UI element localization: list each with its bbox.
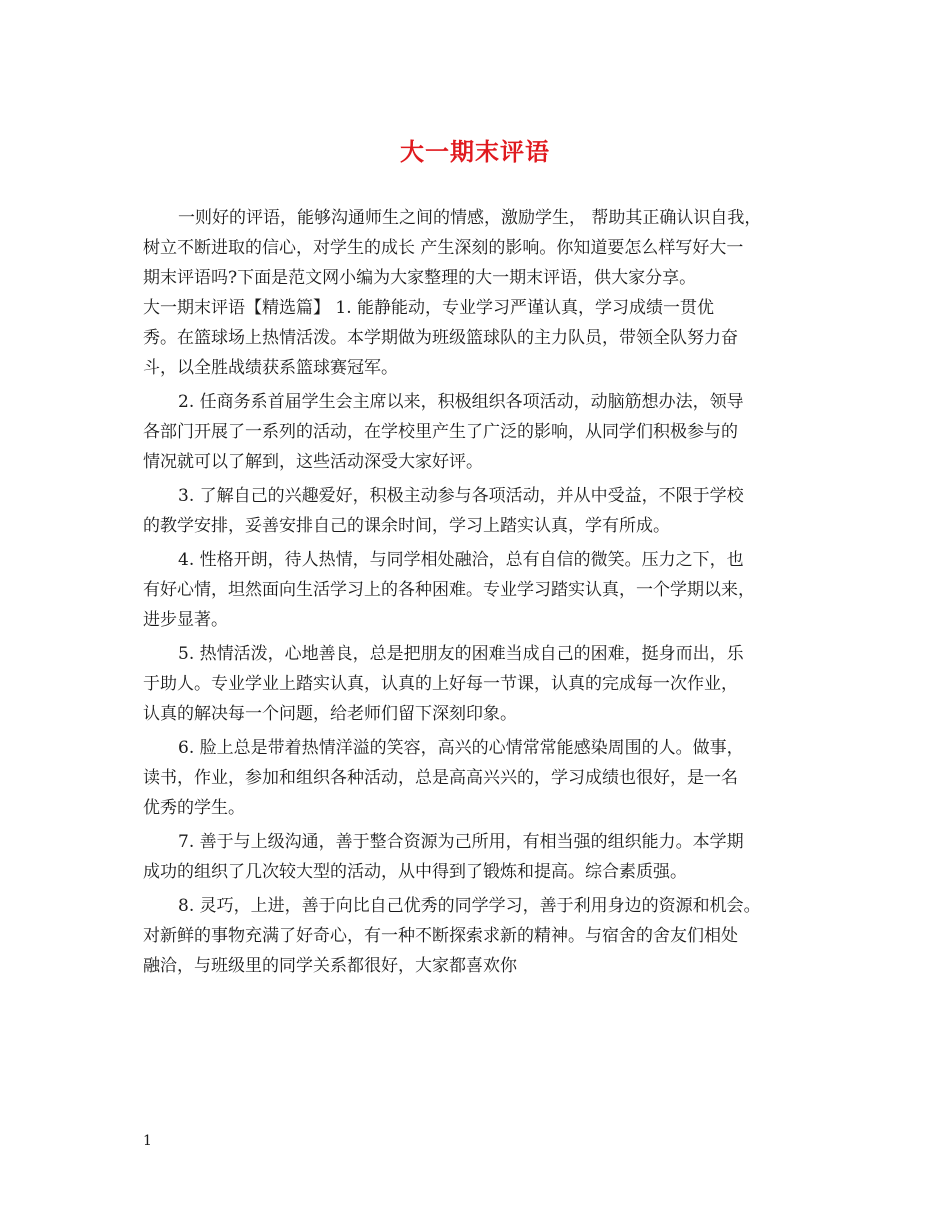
intro-line: 树立不断进取的信心，对学生的成长 产生深刻的影响。你知道要怎么样写好大一 [143,238,744,258]
comment-5-line: 于助人。专业学业上踏实认真，认真的上好每一节课，认真的完成每一次作业， [143,674,738,694]
section-heading-line: 大一期末评语【精选篇】 1. 能静能动，专业学习严谨认真，学习成绩一贯优 [143,298,715,318]
comment-5-line: 认真的解决每一个问题，给老师们留下深刻印象。 [143,704,517,724]
comment-8-line: 对新鲜的事物充满了好奇心，有一种不断探索求新的精神。与宿舍的舍友们相处 [143,926,738,946]
comment-6-line: 6. 脸上总是带着热情洋溢的笑容，高兴的心情常常能感染周围的人。做事， [178,738,744,758]
comment-4-line: 4. 性格开朗，待人热情，与同学相处融洽，总有自信的微笑。压力之下，也 [178,550,744,570]
intro-line: 一则好的评语，能够沟通师生之间的情感，激励学生， 帮助其正确认识自我， [178,208,762,228]
comment-5-line: 5. 热情活泼，心地善良，总是把朋友的困难当成自己的困难，挺身而出，乐 [178,644,744,664]
comment-7-line: 7. 善于与上级沟通，善于整合资源为己所用，有相当强的组织能力。本学期 [178,832,744,852]
comment-6-line: 读书，作业，参加和组织各种活动，总是高高兴兴的，学习成绩也很好，是一名 [143,768,738,788]
comment-6-line: 优秀的学生。 [143,798,245,818]
comment-1-line: 秀。在篮球场上热情活泼。本学期做为班级篮球队的主力队员，带领全队努力奋 [143,328,738,348]
page-title: 大一期末评语 [400,137,550,166]
comment-8-line: 8. 灵巧，上进，善于向比自己优秀的同学学习，善于利用身边的资源和机会。 [178,896,761,916]
comment-2-line: 2. 任商务系首届学生会主席以来，积极组织各项活动，动脑筋想办法，领导 [178,392,744,412]
comment-2-line: 各部门开展了一系列的活动，在学校里产生了广泛的影响，从同学们积极参与的 [143,422,738,442]
comment-4-line: 进步显著。 [143,610,228,630]
comment-1-line: 斗，以全胜战绩获系篮球赛冠军。 [143,358,398,378]
comment-4-line: 有好心情，坦然面向生活学习上的各种困难。专业学习踏实认真，一个学期以来， [143,580,755,600]
comment-3-line: 3. 了解自己的兴趣爱好，积极主动参与各项活动，并从中受益，不限于学校 [178,486,744,506]
page-number: 1 [143,1133,152,1149]
comment-8-line: 融洽，与班级里的同学关系都很好，大家都喜欢你 [143,956,517,976]
comment-7-line: 成功的组织了几次较大型的活动，从中得到了锻炼和提高。综合素质强。 [143,862,687,882]
comment-3-line: 的教学安排，妥善安排自己的课余时间，学习上踏实认真，学有所成。 [143,516,670,536]
document-body [143,203,823,981]
intro-line: 期末评语吗?下面是范文网小编为大家整理的大一期末评语，供大家分享。 [143,268,697,288]
comment-2-line: 情况就可以了解到，这些活动深受大家好评。 [143,452,483,472]
